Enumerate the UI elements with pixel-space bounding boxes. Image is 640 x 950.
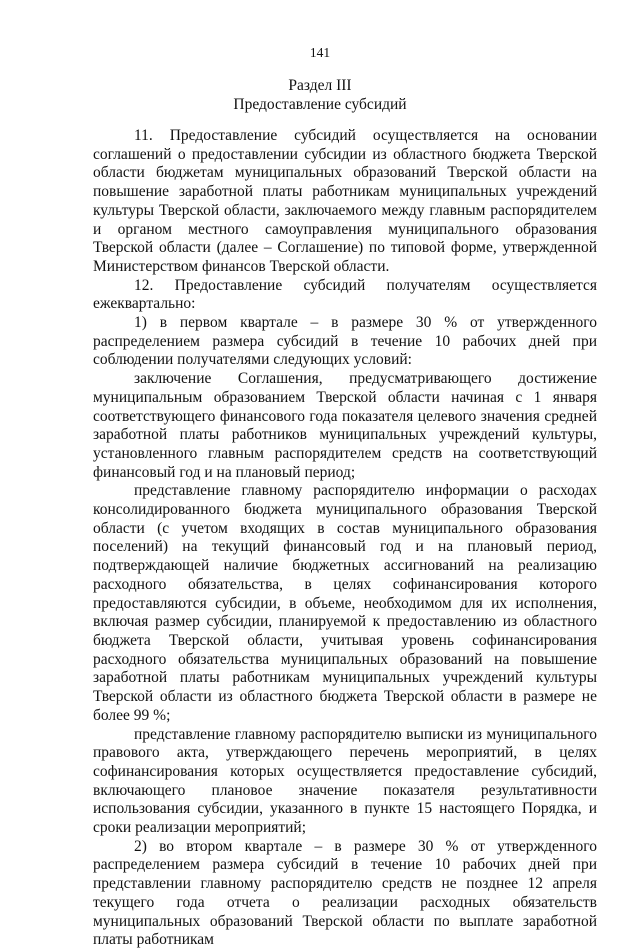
paragraph-11: 11. Предоставление субсидий осуществляется на основании соглашений о предоставлении субсидии из областного бюджета Тверской области бюджетам муниципальных образований Тверской области на повышение заработной платы работникам муниципальных учреждений культуры Тверской области, заключаемого между главным распорядителем и органом местного самоуправления муниципального образования Тверской области (далее – Соглашение) по типовой форме, утвержденной Министерством финансов Тверской области. [93, 127, 597, 275]
body-text [93, 127, 597, 950]
subitem-1-first-quarter: 1) в первом квартале – в размере 30 % от утвержденного распределением размера субсидий в течение 10 рабочих дней при соблюдении получателями следующих условий: [93, 314, 597, 369]
condition-legal-act-extract: представление главному распорядителю выписки из муниципального правового акта, утверждающего перечень мероприятий, в целях софинансирования которых осуществляется предоставление субсидий, включающего плановое значение показателя результативности использования субсидии, указанного в пункте 15 настоящего Порядка, и сроки реализации мероприятий; [93, 725, 597, 837]
section-title: Предоставление субсидий [233, 96, 407, 113]
condition-agreement: заключение Соглашения, предусматривающего достижение муниципальным образованием Тверской области начиная с 1 января соответствующего финансового года показателя целевого значения средней заработной платы работников муниципальных учреждений культуры, установленного главным распорядителем средств на соответствующий финансовый год и на плановый период; [93, 370, 597, 481]
subitem-2-second-quarter: 2) во втором квартале – в размере 30 % от утвержденного распределением размера субсидий в течение 10 рабочих дней при представлении главному распорядителю средств не позднее 12 апреля текущего года отчета о реализации расходных обязательств муниципальных образований Тверской области по выплате заработной платы работникам [93, 837, 597, 949]
paragraph-12: 12. Предоставление субсидий получателям осуществляется ежеквартально: [93, 276, 597, 313]
section-heading [0, 76, 640, 114]
condition-budget-information: представление главному распорядителю информации о расходах консолидированного бюджета муниципального образования Тверской области (с учетом входящих в состав муниципального образования поселений) на текущий финансовый год и на плановый период, подтверждающей наличие бюджетных ассигнований на реализацию расходного обязательства, в целях софинансирования которого предоставляются субсидии, в объеме, необходимом для их исполнения, включая размер субсидии, планируемой к предоставлению из областного бюджета Тверской области, учитывая уровень софинансирования расходного обязательства муниципальных образований на повышение заработной платы работникам муниципальных учреждений культуры Тверской области из областного бюджета Тверской области в размере не более 99 %; [93, 482, 597, 724]
page-number: 141 [309, 45, 331, 60]
section-number: Раздел III [288, 77, 352, 94]
